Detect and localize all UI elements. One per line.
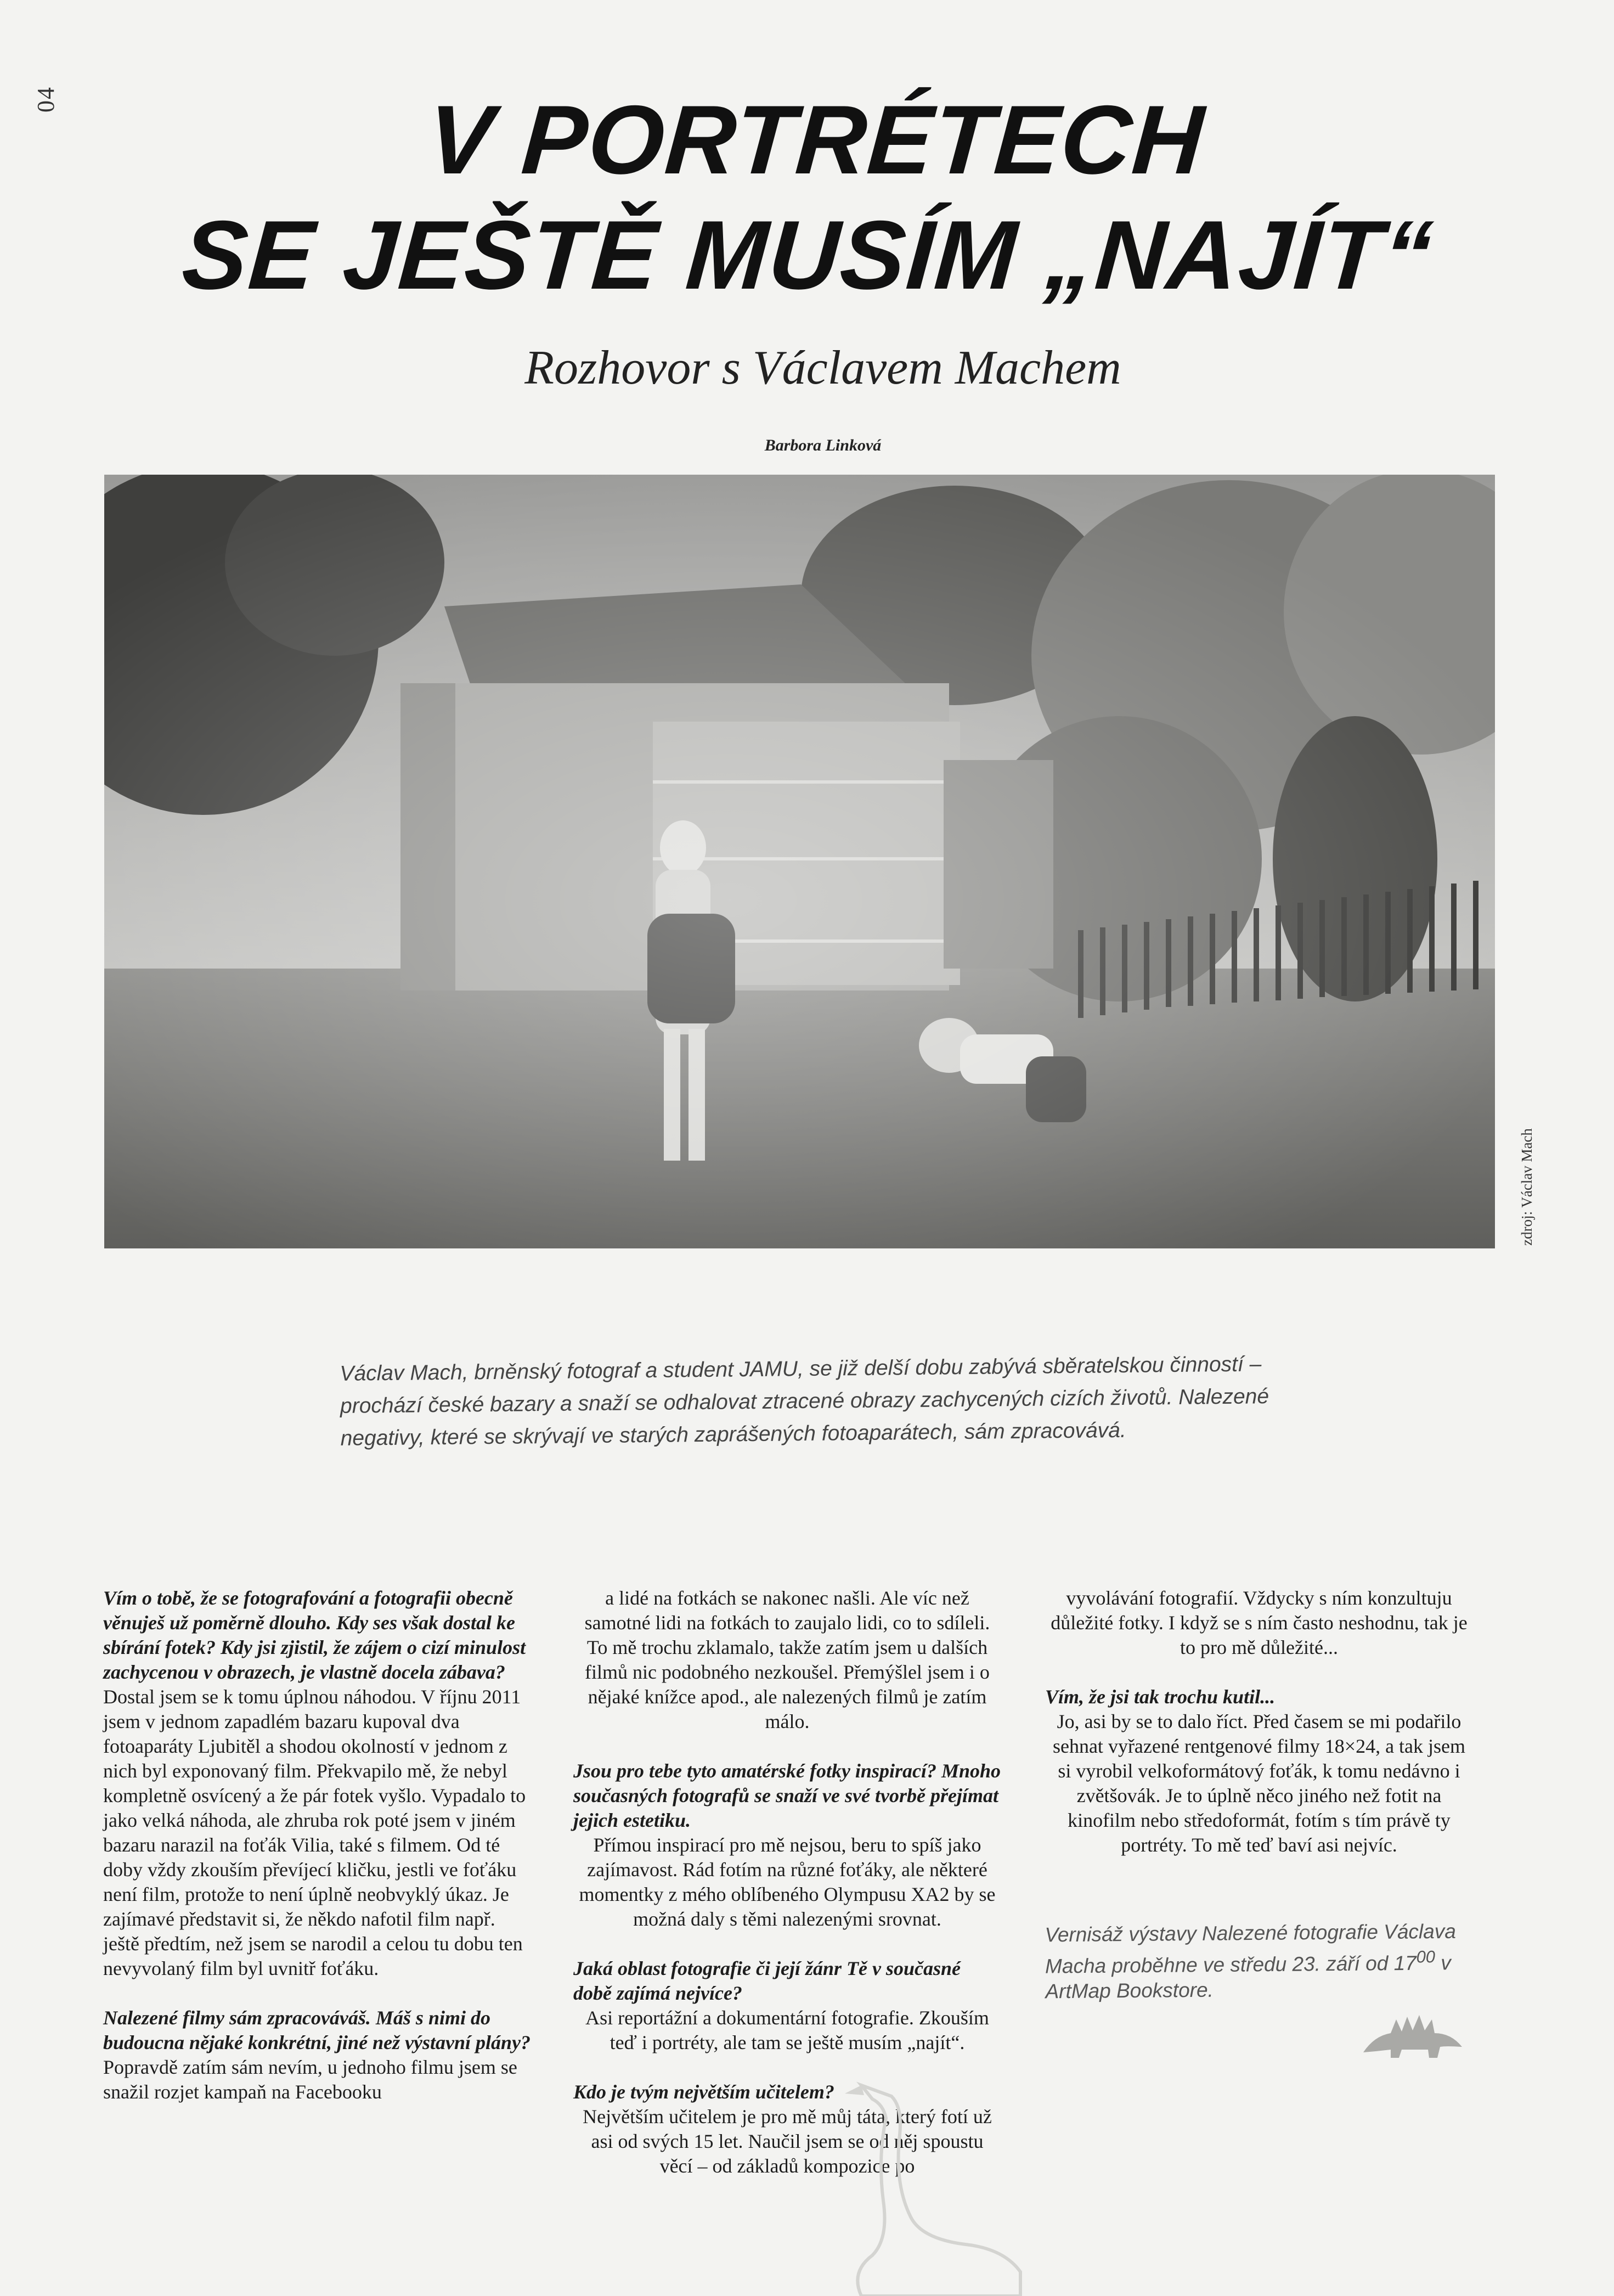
exhibition-note-text: Vernisáž výstavy Nalezené fotografie Václava Macha proběhne ve středu 23. září od 17 [1045,1920,1457,1978]
question: Nalezené filmy sám zpracováváš. Máš s nimi do budoucna nějaké konkrétní, jiné než výstavní plány? [103,2007,531,2053]
question: Kdo je tvým největším učitelem? [573,2081,834,2103]
exhibition-time-superscript: 00 [1416,1947,1436,1967]
text-column-1 [103,1586,531,2104]
text-column-3 [1045,1586,1473,1858]
question: Vím o tobě, že se fotografování a fotografii obecně věnuješ už poměrně dlouho. Kdy ses však dostal ke sbírání fotek? Kdy jsi zjistil, že zájem o cizí minulost zachycenou v obrazech, je vlastně docela zábava? [103,1587,526,1683]
exhibition-note-end: v ArtMap Bookstore. [1045,1951,1452,2003]
answer: Dostal jsem se k tomu úplnou náhodou. V říjnu 2011 jsem v jednom zapadlém bazaru kupoval dva fotoaparáty Ljubitěl a shodou okolností v jednom z nich byl exponovaný film. Překvapilo mě, že nebyl kompletně osvícený a že pár fotek vyšlo. Vypadalo to jako velká náhoda, ale zhruba rok poté jsem v jiném bazaru narazil na foťák Vilia, také s filmem. Od té doby vždy zkouším převíjecí kličku, jestli ve foťáku není film, protože to není úplně neobvyklý úkaz. Je zajímavé představit si, že někdo nafotil film např. ještě předtím, než jsem se narodil a celou tu dobu ten nevyvolaný film byl uvnitř foťáku. [103,1686,526,1979]
answer: Největším učitelem je pro mě můj táta, který fotí už asi od svých 15 let. Naučil jsem se od něj spoustu věcí – od základů kompozice po [583,2106,992,2177]
photo-credit: zdroj: Václav Mach [1519,1128,1535,1246]
page-number: 04 [32,86,59,112]
author-byline: Barbora Linková [764,436,882,454]
subtitle: Rozhovor s Václavem Machem [524,341,1121,395]
exhibition-note [1045,1919,1462,2005]
question: Vím, že jsi tak trochu kutil... [1045,1686,1276,1708]
answer: a lidé na fotkách se nakonec našli. Ale víc než samotné lidi na fotkách to zaujalo lidi, co to sdíleli. To mě trochu zklamalo, takže zatím jsem u dalších filmů nic podobného nezkoušel. Přemýšlel jsem i o nějaké knížce apod., ale nalezených filmů je zatím málo. [584,1587,990,1732]
swan-illustration-icon [839,2074,1026,2296]
answer: Popravdě zatím sám nevím, u jednoho filmu jsem se snažil rozjet kampaň na Facebooku [103,2056,517,2103]
answer: vyvolávání fotografií. Vždycky s ním konzultuju důležité fotky. I když se s ním často neshodnu, tak je to pro mě důležité... [1051,1587,1468,1658]
headline-line-1: V PORTRÉTECH [424,85,1208,194]
answer: Asi reportážní a dokumentární fotografie. Zkouším teď i portréty, ale tam se ještě musím „najít“. [585,2007,989,2053]
question: Jaká oblast fotografie či její žánr Tě v současné době zajímá nejvíce? [573,1957,961,2004]
headline-line-2: SE JEŠTĚ MUSÍM „NAJÍT“ [179,200,1437,309]
headline [173,82,1451,313]
article-lede: Václav Mach, brněnský fotograf a student JAMU, se již delší dobu zabývá sběratelskou činností – prochází české bazary a snaží se odhalovat ztracené obrazy zachycených cizích životů. Nalezené negativy, které se skrývají ve starých zaprášených fotoaparátech, sám zpracovává. [340,1352,1269,1450]
question: Jsou pro tebe tyto amatérské fotky inspirací? Mnoho současných fotografů se snaží ve své tvorbě přejímat jejich estetiku. [573,1760,1001,1831]
answer: Jo, asi by se to dalo říct. Před časem se mi podařilo sehnat vyřazené rentgenové filmy 18×24, a tak jsem si vyrobil velkoformátový foťák, k tomu nedávno i zvětšovák. Je to úplně něco jiného než fotit na kinofilm nebo středoformát, fotím s tím právě ty portréty. To mě teď baví asi nejvíc. [1052,1710,1466,1856]
dinosaur-icon [1358,2003,1468,2063]
article-photo [104,475,1495,1248]
answer: Přímou inspirací pro mě nejsou, beru to spíš jako zajímavost. Rád fotím na různé foťáky, ale některé momentky z mého oblíbeného Olympusu XA2 by se možná daly s těmi nalezenými srovnat. [579,1834,996,1930]
